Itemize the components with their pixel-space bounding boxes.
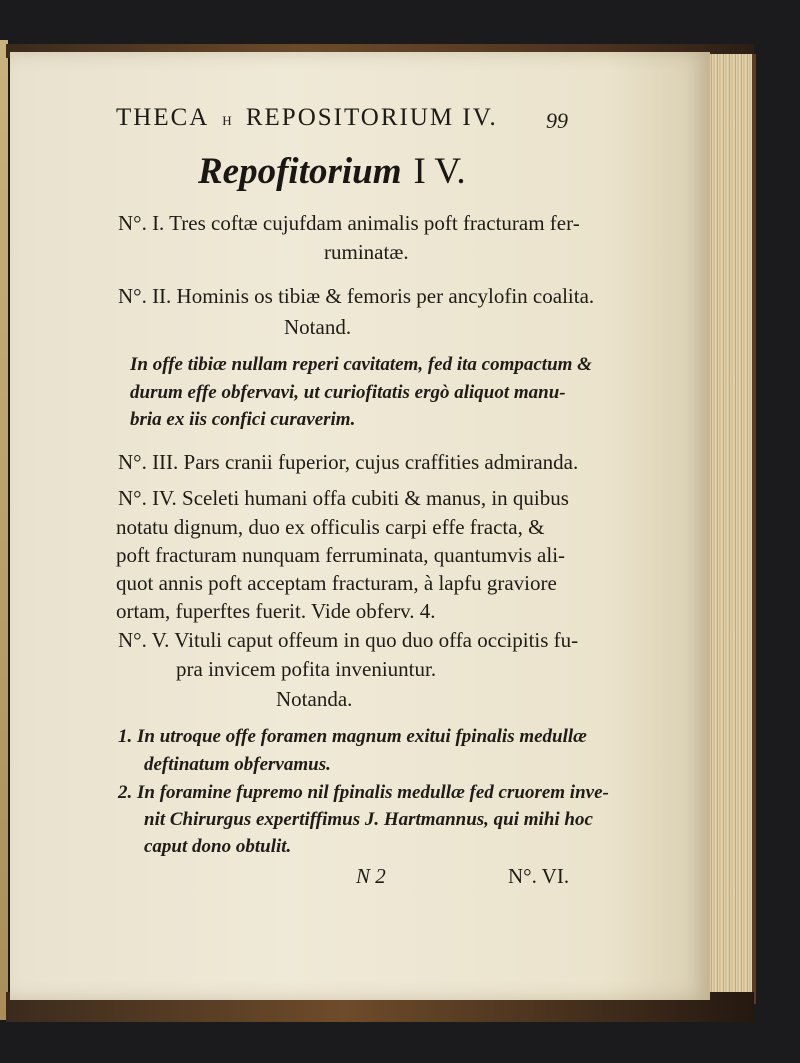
book-left-edge	[0, 40, 8, 1020]
notanda-line-2: deftinatum obfervamus.	[144, 754, 331, 775]
note-line-2: durum effe obfervavi, ut curiofitatis ergò aliquot manu-	[130, 382, 566, 403]
note-line-3: bria ex iis confici curaverim.	[130, 409, 356, 430]
running-head-right: REPOSITORIUM IV.	[245, 104, 498, 131]
notanda-line-1: 1. In utroque offe foramen magnum exitui fpinalis medullæ	[118, 726, 587, 747]
entry-4-line-2: notatu dignum, duo ex officulis carpi effe fracta, &	[116, 515, 545, 539]
entry-1-line-1: N°. I. Tres coftæ cujufdam animalis poft fracturam fer-	[118, 211, 580, 235]
entry-4-line-4: quot annis poft acceptam fracturam, à lapfu graviore	[116, 571, 557, 595]
entry-4-line-1: N°. IV. Sceleti humani offa cubiti & manus, in quibus	[118, 486, 569, 510]
notand-heading: Notand.	[284, 315, 352, 339]
entry-4-line-3: poft fracturam nunquam ferruminata, quantumvis ali-	[116, 543, 566, 567]
signature-mark: N 2	[356, 864, 386, 888]
entry-5-line-2: pra invicem pofita inveniuntur.	[176, 657, 437, 681]
entry-3-line-1: N°. III. Pars cranii fuperior, cujus craffities admiranda.	[118, 450, 579, 474]
running-head	[116, 104, 556, 132]
title-word: Repofitorium	[198, 151, 402, 192]
page-title	[198, 150, 466, 193]
page-number: 99	[546, 108, 568, 133]
notanda-heading: Notanda.	[276, 687, 353, 711]
notanda-line-3: 2. In foramine fupremo nil fpinalis medullæ fed cruorem inve-	[118, 782, 609, 803]
title-numeral: I V.	[413, 151, 466, 192]
notanda-line-4: nit Chirurgus expertiffimus J. Hartmannus, qui mihi hoc	[144, 809, 593, 830]
catchword: N°. VI.	[508, 864, 570, 888]
note-line-1: In offe tibiæ nullam reperi cavitatem, fed ita compactum &	[130, 354, 592, 375]
running-head-left: THECA	[116, 104, 208, 131]
notanda-line-5: caput dono obtulit.	[144, 836, 292, 857]
entry-4-line-5: ortam, fuperftes fuerit. Vide obferv. 4.	[116, 599, 436, 623]
entry-2-line-1: N°. II. Hominis os tibiæ & femoris per ancylofin coalita.	[118, 284, 595, 308]
entry-1-line-2: ruminatæ.	[324, 240, 409, 264]
entry-5-line-1: N°. V. Vituli caput offeum in quo duo offa occipitis fu-	[118, 628, 579, 652]
running-head-small: H	[222, 113, 232, 128]
